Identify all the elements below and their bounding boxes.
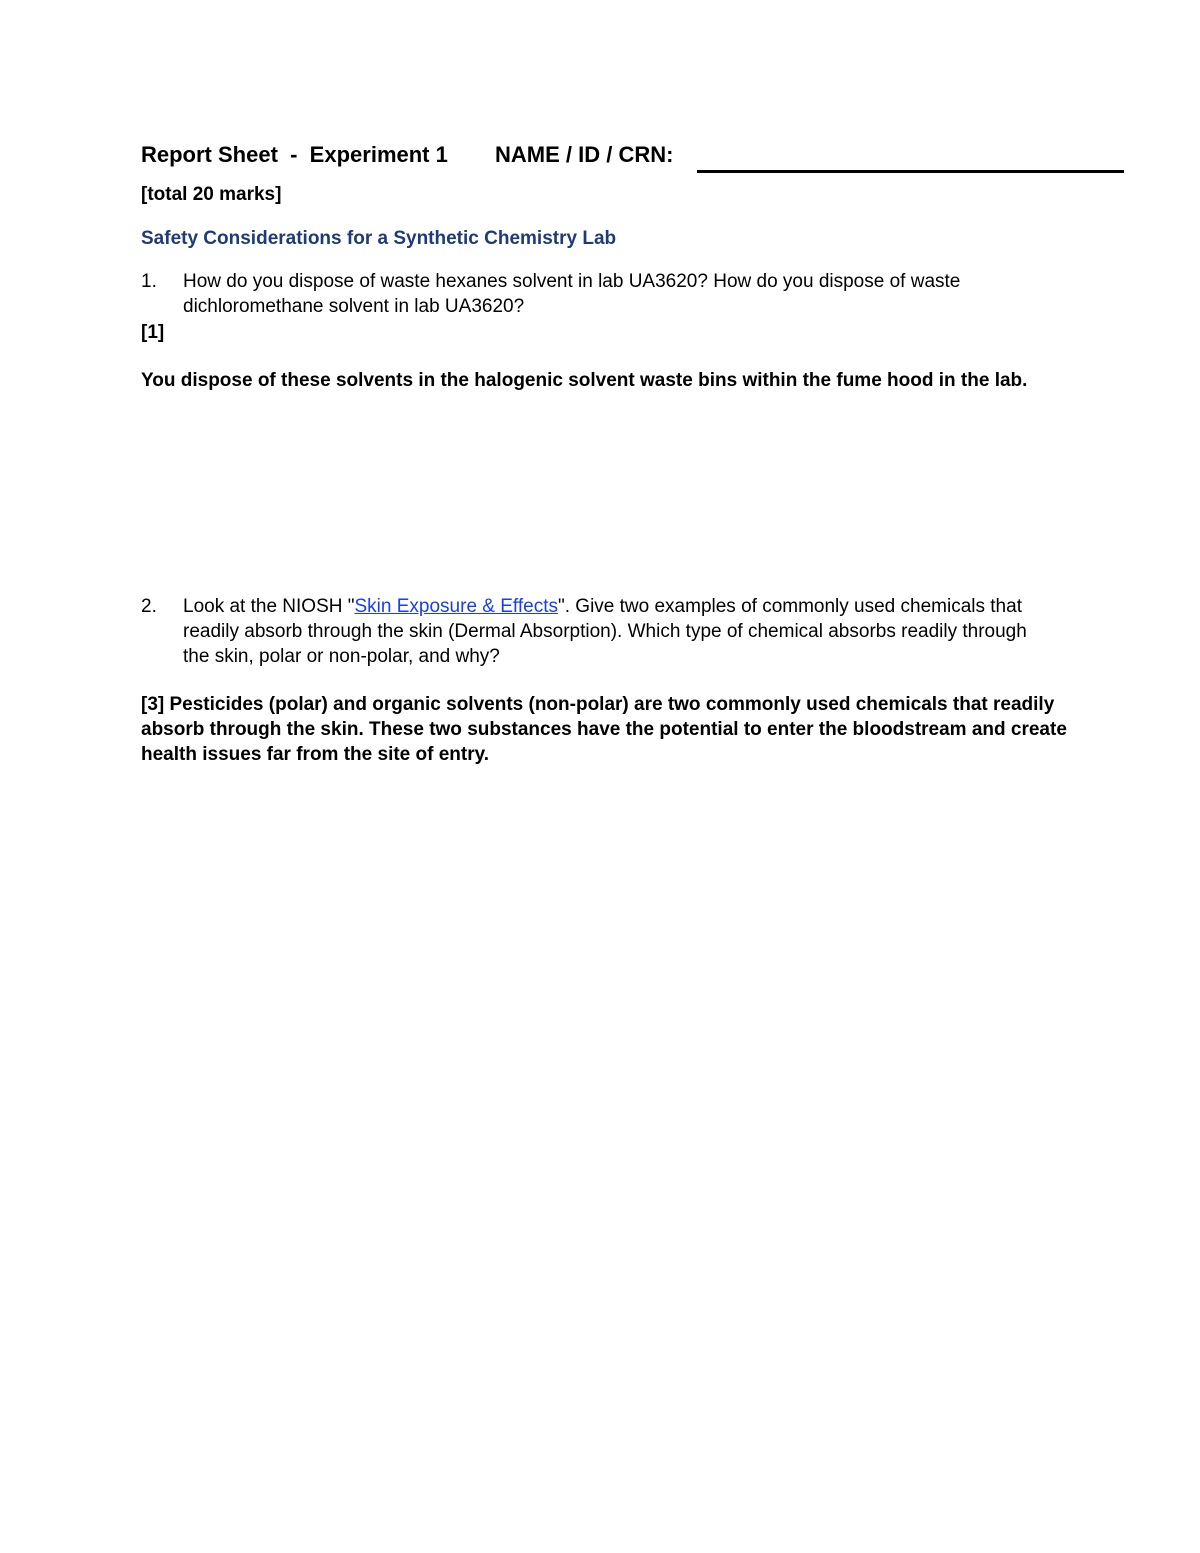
section-heading: Safety Considerations for a Synthetic Chemistry Lab — [141, 228, 617, 249]
question-2 — [141, 594, 1041, 669]
total-marks: [total 20 marks] — [141, 184, 282, 205]
question-1-text: How do you dispose of waste hexanes solvent in lab UA3620? How do you dispose of waste dichloromethane solvent in lab UA3620? — [183, 271, 961, 317]
question-1-answer: You dispose of these solvents in the halogenic solvent waste bins within the fume hood in the lab. — [141, 370, 1028, 391]
question-2-text-start: Look at the NIOSH " — [183, 596, 355, 617]
question-1 — [141, 269, 1041, 319]
question-2-text-end: ". Give two examples of commonly used chemicals that readily absorb through the skin (Dermal Absorption). Which type of chemical absorbs readily through the skin, polar or non-polar, and why? — [183, 596, 1027, 667]
question-1-number: 1. — [141, 271, 157, 292]
question-1-marks: [1] — [141, 322, 165, 343]
question-2-answer: [3] Pesticides (polar) and organic solvents (non-polar) are two commonly used chemicals that readily absorb through the skin. These two substances have the potential to enter the bloodstream and create health issues far from the site of entry. — [141, 694, 1067, 765]
name-entry-line — [697, 170, 1124, 173]
page-title-row — [141, 142, 1131, 178]
name-id-crn-label: NAME / ID / CRN: — [495, 142, 674, 167]
skin-exposure-link[interactable]: Skin Exposure & Effects — [354, 596, 558, 617]
question-2-number: 2. — [141, 596, 157, 617]
page-title: Report Sheet - Experiment 1 — [141, 142, 448, 167]
question-2-text — [183, 594, 1043, 669]
